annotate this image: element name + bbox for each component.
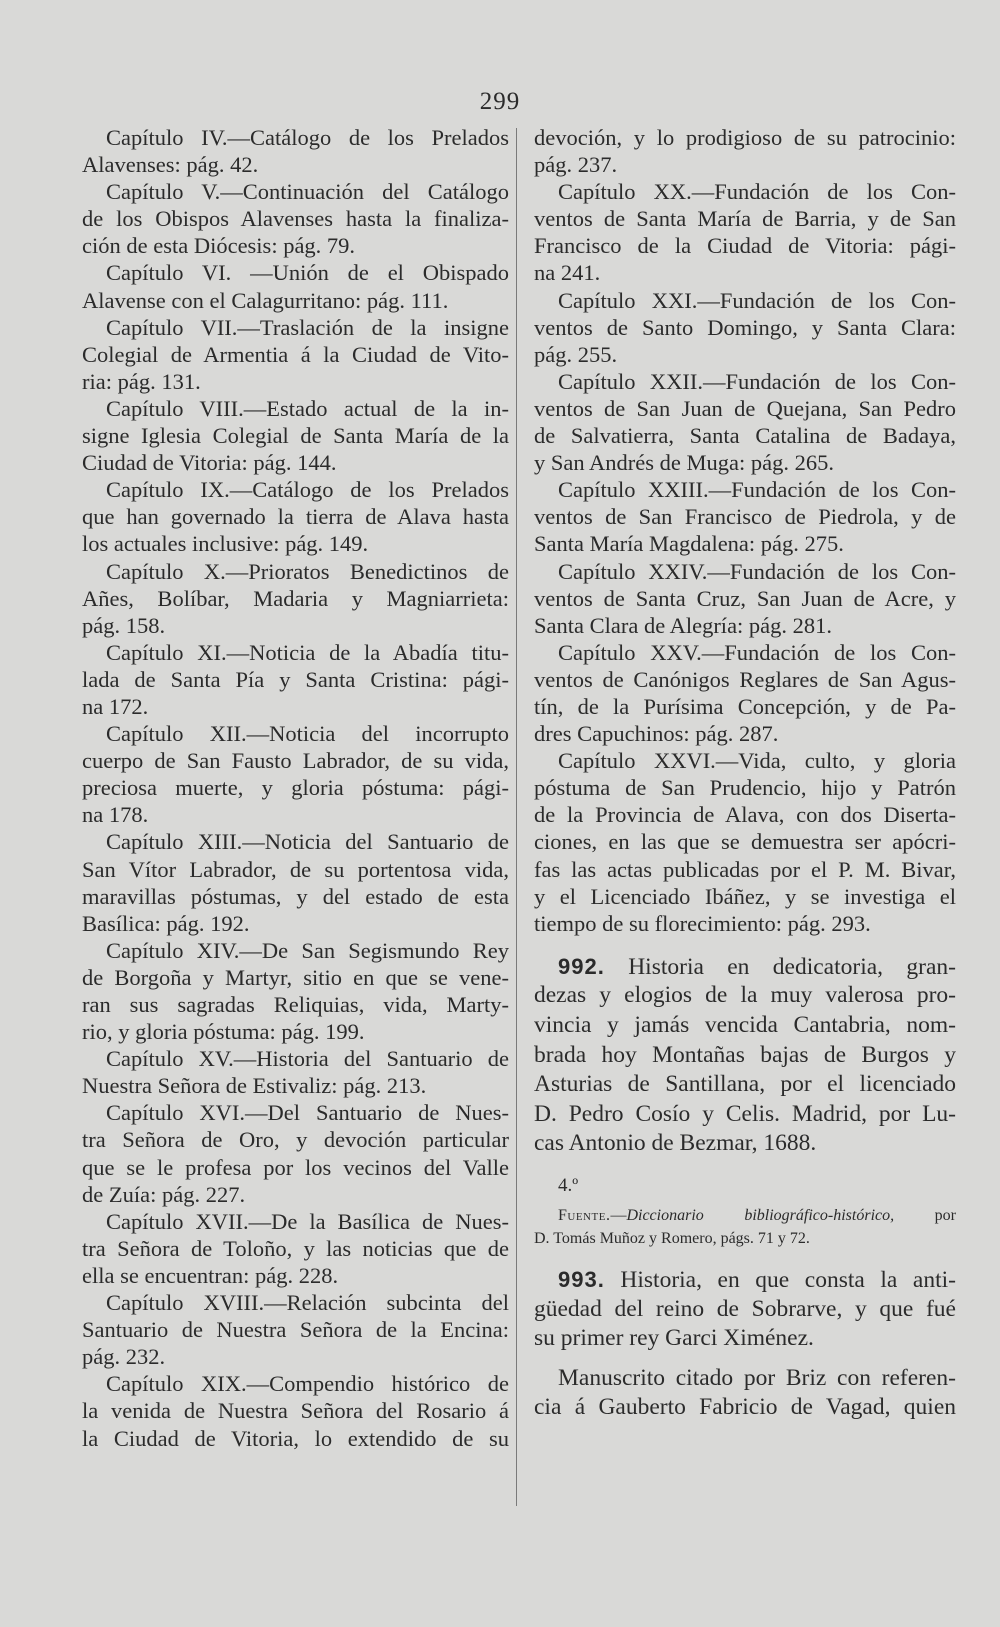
text-line: ción de esta Diócesis: pág. 79.	[82, 233, 356, 259]
text-line: póstuma de San Prudencio, hijo y Patrón	[534, 775, 956, 801]
right-column	[534, 124, 956, 1423]
text-line: y San Andrés de Muga: pág. 265.	[534, 450, 834, 476]
text-line: la Ciudad de Vitoria, lo extendido de su	[82, 1425, 509, 1451]
text-line: rio, y gloria póstuma: pág. 199.	[82, 1019, 365, 1045]
text-line: Añes, Bolíbar, Madaria y Magniarrieta:	[82, 585, 509, 611]
source-by: por	[934, 1206, 956, 1224]
text-line: güedad del reino de Sobrarve, y que fué	[534, 1295, 956, 1322]
text-line: Capítulo XII.—Noticia del incorrupto	[106, 721, 509, 747]
text-line: San Vítor Labrador, de su portentosa vida,	[82, 856, 509, 882]
text-line: dezas y elogios de la muy valerosa pro-	[534, 982, 956, 1009]
text-line: devoción, y lo prodigioso de su patrocinio:	[534, 125, 956, 150]
text-line: Capítulo IX.—Catálogo de los Prelados	[106, 477, 509, 503]
text-line: Capítulo XIII.—Noticia del Santuario de	[106, 829, 509, 855]
text-line: fas las actas publicadas por el P. M. Bivar,	[534, 856, 956, 882]
text-line: Colegial de Armentia á la Ciudad de Vito-	[82, 341, 509, 367]
text-line: na 241.	[534, 260, 601, 286]
source-label: Fuente.	[558, 1206, 611, 1224]
text-line: su primer rey Garci Ximénez.	[534, 1325, 814, 1352]
text-line: tiempo de su florecimiento: pág. 293.	[534, 910, 871, 936]
entry-992-source	[534, 1204, 956, 1250]
text-line: ventos de San Juan de Quejana, San Pedro	[534, 395, 956, 421]
text-line: Santuario de Nuestra Señora de la Encina:	[82, 1317, 509, 1343]
left-column	[82, 124, 509, 1452]
text-line: cas Antonio de Bezmar, 1688.	[534, 1130, 817, 1157]
text-line: Francisco de la Ciudad de Vitoria: pági-	[534, 233, 956, 259]
entry-992-first-line: 992. Historia en dedicatoria, gran-	[558, 953, 956, 980]
text-line: la venida de Nuestra Señora del Rosario á	[82, 1398, 509, 1424]
text-line: Capítulo VIII.—Estado actual de la in-	[106, 395, 509, 421]
entry-993-note-first: Manuscrito citado por Briz con referen-	[558, 1364, 956, 1391]
text-line: maravillas póstumas, y del estado de esta	[82, 883, 509, 909]
text-line: Capítulo XI.—Noticia de la Abadía titu-	[106, 639, 509, 665]
text-line: pág. 237.	[534, 152, 618, 178]
entry-992	[534, 952, 956, 1159]
text-line: y el Licenciado Ibáñez, y se investiga el	[534, 883, 956, 909]
text-line: Capítulo XIV.—De San Segismundo Rey	[106, 937, 509, 963]
text-line: Alavenses: pág. 42.	[82, 152, 259, 178]
text-line: Basílica: pág. 192.	[82, 910, 250, 936]
entry-number: 993.	[558, 1266, 605, 1292]
text-line: Capítulo IV.—Catálogo de los Prelados	[106, 125, 509, 150]
entry-992-format: 4.º	[558, 1174, 579, 1196]
text-line: de Salvatierra, Santa Catalina de Badaya,	[534, 423, 956, 449]
text-line: tín, de la Purísima Concepción, y de Pa-	[534, 693, 956, 719]
text-line: ciones, en las que se demuestra ser apócri-	[534, 829, 956, 855]
entry-993	[534, 1265, 956, 1423]
text-line: Capítulo XXV.—Fundación de los Con-	[558, 639, 956, 665]
text-line: Capítulo XVIII.—Relación subcinta del	[106, 1290, 509, 1316]
text-line: Capítulo XV.—Historia del Santuario de	[106, 1046, 509, 1072]
text-line: ventos de Santo Domingo, y Santa Clara:	[534, 314, 956, 340]
text-line: los actuales inclusive: pág. 149.	[82, 531, 369, 557]
entry-993-body	[534, 1295, 956, 1354]
text-line: na 172.	[82, 693, 149, 719]
text-line: Capítulo VI. —Unión de el Obispado	[106, 260, 509, 286]
text-line: pág. 255.	[534, 341, 618, 367]
text-line: Capítulo VII.—Traslación de la insigne	[106, 314, 509, 340]
text-line: ventos de Santa Cruz, San Juan de Acre, y	[534, 585, 956, 611]
text-line: Capítulo XXIII.—Fundación de los Con-	[558, 477, 956, 503]
text-line: Capítulo XIX.—Compendio histórico de	[106, 1371, 509, 1397]
text-line: Capítulo XVI.—Del Santuario de Nues-	[106, 1100, 509, 1126]
text-line: Santa María Magdalena: pág. 275.	[534, 531, 844, 557]
text-line: preciosa muerte, y gloria póstuma: pági-	[82, 775, 509, 801]
text-line: de Borgoña y Martyr, sitio en que se vene-	[82, 964, 509, 990]
text-line: lada de Santa Pía y Santa Cristina: pági-	[82, 666, 509, 692]
entry-993-note	[534, 1393, 956, 1423]
text-line: cuerpo de San Fausto Labrador, de su vida,	[82, 748, 509, 774]
entry-992-body	[534, 981, 956, 1159]
text-line: Capítulo XX.—Fundación de los Con-	[558, 179, 956, 205]
source-work: Diccionario bibliográfico-histórico,	[626, 1206, 895, 1224]
text-line: ventos de Santa María de Barria, y de San	[534, 206, 956, 232]
text-line: Capítulo XXI.—Fundación de los Con-	[558, 287, 956, 313]
text-line: de los Obispos Alavenses hasta la finaliza-	[82, 206, 509, 232]
text-line: Capítulo XXVI.—Vida, culto, y gloria	[558, 748, 956, 774]
text-line: cia á Gauberto Fabricio de Vagad, quien	[534, 1394, 956, 1421]
column-divider	[516, 128, 517, 1506]
text-line: tra Señora de Toloño, y las noticias que de	[82, 1235, 509, 1261]
text-line: ventos de San Francisco de Piedrola, y de	[534, 504, 956, 530]
entry-993-first-line: 993. Historia, en que consta la anti-	[558, 1266, 956, 1293]
text-line: ventos de Canónigos Reglares de San Agus-	[534, 666, 956, 692]
text-line: dres Capuchinos: pág. 287.	[534, 721, 779, 747]
text-line: ria: pág. 131.	[82, 368, 201, 394]
text-line: pág. 158.	[82, 612, 166, 638]
page-number: 299	[479, 88, 521, 115]
text-line: pág. 232.	[82, 1344, 166, 1370]
paragraph-gap	[534, 1354, 956, 1364]
text-line: Capítulo XVII.—De la Basílica de Nues-	[106, 1208, 509, 1234]
text-line: D. Pedro Cosío y Celis. Madrid, por Lu-	[534, 1100, 956, 1127]
text-line: ran sus sagradas Reliquias, vida, Marty-	[82, 992, 509, 1017]
text-line: vincia y jamás vencida Cantabria, nom-	[534, 1012, 956, 1038]
text-line: ella se encuentran: pág. 228.	[82, 1262, 339, 1288]
text-line: Capítulo X.—Prioratos Benedictinos de	[106, 558, 509, 584]
text-line: signe Iglesia Colegial de Santa María de la	[82, 423, 509, 449]
text-line: Asturias de Santillana, por el licenciado	[534, 1071, 956, 1098]
entry-number: 992.	[558, 953, 605, 979]
text-line: Capítulo XXII.—Fundación de los Con-	[558, 368, 956, 394]
text-line: Capítulo V.—Continuación del Catálogo	[106, 179, 509, 205]
text-line: que se le profesa por los vecinos del Valle	[82, 1154, 509, 1180]
text-line: Ciudad de Vitoria: pág. 144.	[82, 450, 337, 476]
text-line: de la Provincia de Alava, con dos Diserta-	[534, 802, 956, 828]
text-line: tra Señora de Oro, y devoción particular	[82, 1127, 509, 1153]
text-line: na 178.	[82, 802, 149, 828]
text-line: Alavense con el Calagurritano: pág. 111.	[82, 287, 449, 313]
text-line: Santa Clara de Alegría: pág. 281.	[534, 612, 833, 638]
text-line: de Zuía: pág. 227.	[82, 1181, 246, 1207]
source-line-1: Fuente.—Diccionario bibliográfico-histórico, por	[558, 1206, 956, 1224]
chapter-list-continued	[534, 124, 956, 937]
text-line: Nuestra Señora de Estivaliz: pág. 213.	[82, 1073, 427, 1099]
source-line-2: D. Tomás Muñoz y Romero, págs. 71 y 72.	[534, 1229, 810, 1247]
text-line: Capítulo XXIV.—Fundación de los Con-	[558, 558, 956, 584]
text-line: que han governado la tierra de Alava hasta	[82, 504, 509, 530]
text-line: brada hoy Montañas bajas de Burgos y	[534, 1041, 956, 1068]
